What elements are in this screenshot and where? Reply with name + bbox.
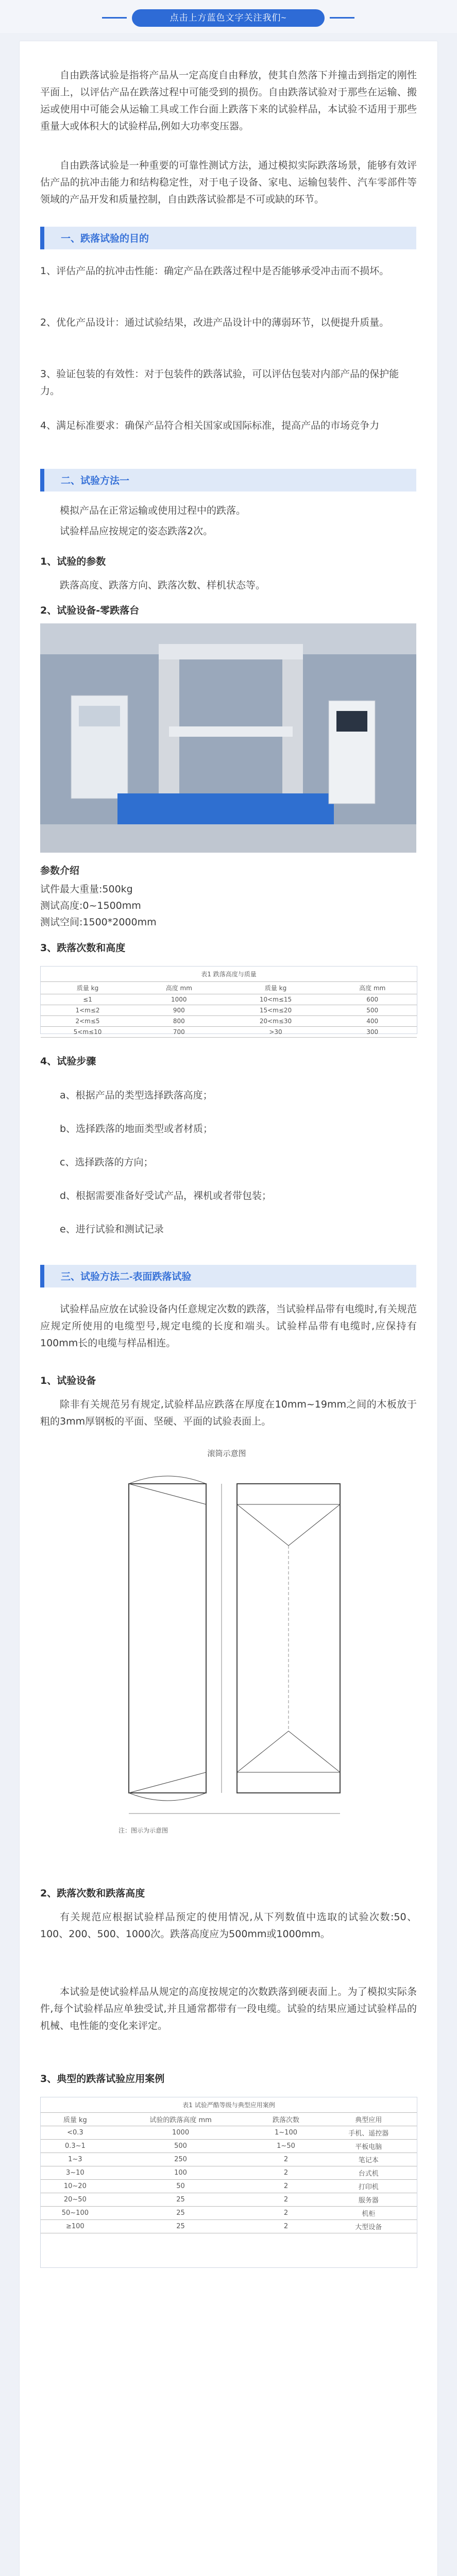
table-cell: 20~50 xyxy=(41,2193,110,2207)
table-header: 质量 kg xyxy=(41,2113,110,2126)
table-header: 试验的跌落高度 mm xyxy=(110,2113,252,2126)
table-header: 高度 mm xyxy=(134,982,224,994)
method1-steps-head: 4、试验步骤 xyxy=(40,1056,96,1067)
purpose-item-4: 4、满足标准要求：确保产品符合相关国家或国际标准，提高产品的市场竞争力 xyxy=(40,420,380,431)
table-cell: 手机、遥控器 xyxy=(320,2126,417,2140)
table-header: 典型应用 xyxy=(320,2113,417,2126)
table-cell: 2 xyxy=(251,2153,320,2166)
step-item: d、根据需要准备好受试产品，裸机或者带包装； xyxy=(60,1190,272,1201)
method1-height-head: 3、跌落次数和高度 xyxy=(40,942,126,954)
table-cell: 3~10 xyxy=(41,2166,110,2180)
table-row xyxy=(41,2220,417,2233)
table-header: 质量 kg xyxy=(224,982,328,994)
table-cell: 打印机 xyxy=(320,2180,417,2193)
table-cell: <0.3 xyxy=(41,2126,110,2140)
table-cell: 1000 xyxy=(110,2126,252,2140)
table-cell: 2 xyxy=(251,2207,320,2220)
table-cell: 2 xyxy=(251,2220,320,2233)
table-cell: 700 xyxy=(134,1027,224,1038)
section-title: 一、跌落试验的目的 xyxy=(61,233,149,244)
table-cell: 2 xyxy=(251,2193,320,2207)
section-bar xyxy=(40,1265,44,1287)
table-row xyxy=(41,2180,417,2193)
table-row xyxy=(41,2153,417,2166)
table-cell: 100 xyxy=(110,2166,252,2180)
table-cell: 2 xyxy=(251,2166,320,2180)
section-title: 三、试验方法二-表面跌落试验 xyxy=(61,1272,192,1282)
table-caption: 表1 跌落高度与质量 xyxy=(201,971,257,978)
table-cell: 机柜 xyxy=(320,2207,417,2220)
table-row xyxy=(41,2126,417,2140)
method2-intro: 试验样品应放在试验设备内任意规定次数的跌落，当试验样品带有电缆时,有关规范应规定所使用的电缆型号,规定电缆的长度和端头。试验样品带有电缆时,应保持有100mm长的电缆与样品相连。 xyxy=(40,1303,417,1349)
table-cell: 500 xyxy=(328,1005,417,1016)
table-caption: 表1 试验严酷等级与典型应用案例 xyxy=(182,2102,275,2109)
table-cell: 300 xyxy=(328,1027,417,1038)
table-row xyxy=(41,2140,417,2153)
table-cell: 20<m≤30 xyxy=(224,1016,328,1027)
table-row xyxy=(41,994,417,1005)
table-cell: 平板电脑 xyxy=(320,2140,417,2153)
table-cell: 400 xyxy=(328,1016,417,1027)
table-cell: 1000 xyxy=(134,994,224,1005)
height-table xyxy=(40,966,417,1034)
follow-banner[interactable]: 点击上方蓝色文字关注我们~ xyxy=(132,9,325,27)
table-row xyxy=(41,1016,417,1027)
table-row xyxy=(41,2207,417,2220)
equipment-param-1: 试件最大重量:500kg xyxy=(40,884,133,895)
equipment-param-2: 测试高度:0~1500mm xyxy=(40,900,141,911)
purpose-item-3: 3、验证包装的有效性：对于包装件的跌落试验，可以评估包装对内部产品的保护能力。 xyxy=(40,368,399,397)
table-cell: 500 xyxy=(110,2140,252,2153)
table-cell: 5<m≤10 xyxy=(41,1027,134,1038)
section-method1-head xyxy=(40,469,416,492)
drop-tester-illustration xyxy=(40,623,416,853)
table-cell: 600 xyxy=(328,994,417,1005)
table-cell: 900 xyxy=(134,1005,224,1016)
purpose-item-2: 2、优化产品设计：通过试验结果，改进产品设计中的薄弱环节，以便提升质量。 xyxy=(40,317,390,328)
table-row xyxy=(41,2166,417,2180)
table-cell: 50 xyxy=(110,2180,252,2193)
section-bar xyxy=(40,469,44,492)
purpose-item-1: 1、评估产品的抗冲击性能：确定产品在跌落过程中是否能够承受冲击而不损坏。 xyxy=(40,265,390,277)
section-title: 二、试验方法一 xyxy=(61,476,130,486)
drop-tester-photo xyxy=(40,623,416,853)
intro-paragraph-2: 自由跌落试验是一种重要的可靠性测试方法，通过模拟实际跌落场景，能够有效评估产品的抗冲击能力和结构稳定性，对于电子设备、家电、运输包装件、汽车零部件等领域的产品开发和质量控制，自由跌落试验都是不可或缺的环节。 xyxy=(40,160,417,205)
table-cell: 10~20 xyxy=(41,2180,110,2193)
section-method2-head xyxy=(40,1265,416,1287)
table-cell: ≤1 xyxy=(41,994,134,1005)
table-cell: 800 xyxy=(134,1016,224,1027)
method1-intro-2: 试验样品应按规定的姿态跌落2次。 xyxy=(60,526,213,537)
method1-intro-1: 模拟产品在正常运输或使用过程中的跌落。 xyxy=(60,505,246,516)
top-banner xyxy=(0,0,457,33)
table-cell: 台式机 xyxy=(320,2166,417,2180)
equipment-param-3: 测试空间:1500*2000mm xyxy=(40,917,157,928)
method2-case-head: 3、典型的跌落试验应用案例 xyxy=(40,2073,165,2084)
table-row xyxy=(41,1005,417,1016)
method1-params-head: 1、试验的参数 xyxy=(40,556,106,567)
table-cell: 25 xyxy=(110,2193,252,2207)
method1-equipment-head: 2、试验设备-零跌落台 xyxy=(40,605,140,616)
case-table xyxy=(40,2097,417,2268)
section-bar xyxy=(40,227,44,249)
table-cell: 25 xyxy=(110,2207,252,2220)
table-cell: 大型设备 xyxy=(320,2220,417,2233)
height-table-grid xyxy=(41,981,417,1038)
drum-drawing xyxy=(98,1463,356,1824)
method2-count-text: 有关规范应根据试验样品预定的使用情况,从下列数值中选取的试验次数:50、100、200、500、1000次。跌落高度应为500mm或1000mm。 xyxy=(40,1911,417,1940)
table-header: 质量 kg xyxy=(41,982,134,994)
section-purpose-head xyxy=(40,227,416,249)
table-row xyxy=(41,2193,417,2207)
step-item: a、根据产品的类型选择跌落高度； xyxy=(60,1090,213,1101)
method1-params: 跌落高度、跌落方向、跌落次数、样机状态等。 xyxy=(60,580,266,591)
table-cell: 15<m≤20 xyxy=(224,1005,328,1016)
step-item: e、进行试验和测试记录 xyxy=(60,1224,164,1235)
table-cell: 250 xyxy=(110,2153,252,2166)
table-cell: 2 xyxy=(251,2180,320,2193)
table-cell: 1~100 xyxy=(251,2126,320,2140)
equipment-params-title: 参数介绍 xyxy=(40,865,80,876)
table-cell: 服务器 xyxy=(320,2193,417,2207)
step-item: b、选择跌落的地面类型或者材质； xyxy=(60,1123,213,1134)
drum-diagram xyxy=(98,1448,356,1844)
method2-count-head: 2、跌落次数和跌落高度 xyxy=(40,1888,145,1899)
method2-equipment-desc: 除非有关规范另有规定,试验样品应跌落在厚度在10mm~19mm之间的木板放于粗的3mm厚钢板的平面、坚硬、平面的试验表面上。 xyxy=(40,1399,417,1427)
table-cell: 1<m≤2 xyxy=(41,1005,134,1016)
table-header: 跌落次数 xyxy=(251,2113,320,2126)
table-cell: 0.3~1 xyxy=(41,2140,110,2153)
diagram-title: 滚筒示意图 xyxy=(207,1449,246,1458)
method2-note-text: 本试验是使试验样品从规定的高度按规定的次数跌落到硬表面上。为了模拟实际条件,每个试验样品应单独受试,并且通常都带有一段电缆。试验的结果应通过试验样品的机械、电性能的变化来评定。 xyxy=(40,1986,417,2031)
table-cell: 2<m≤5 xyxy=(41,1016,134,1027)
intro-paragraph-1: 自由跌落试验是指将产品从一定高度自由释放，使其自然落下并撞击到指定的刚性平面上，以评估产品在跌落过程中可能受到的损伤。自由跌落试验对于那些在运输、搬运或使用中可能会从运输工具或工作台面上跌落下来的试验样品，本试验不适用于那些重量大或体积大的试验样品,例如大功率变压器。 xyxy=(40,70,417,132)
table-cell: 10<m≤15 xyxy=(224,994,328,1005)
case-table-grid xyxy=(41,2112,417,2233)
diagram-note: 注：图示为示意图 xyxy=(119,1827,168,1834)
table-cell: 1~50 xyxy=(251,2140,320,2153)
table-cell: 1~3 xyxy=(41,2153,110,2166)
table-cell: 50~100 xyxy=(41,2207,110,2220)
step-item: c、选择跌落的方向； xyxy=(60,1157,154,1168)
table-header: 高度 mm xyxy=(328,982,417,994)
table-cell: 笔记本 xyxy=(320,2153,417,2166)
method2-equipment-head: 1、试验设备 xyxy=(40,1375,96,1386)
table-row xyxy=(41,1027,417,1038)
table-cell: ≥100 xyxy=(41,2220,110,2233)
table-cell: >30 xyxy=(224,1027,328,1038)
table-cell: 25 xyxy=(110,2220,252,2233)
